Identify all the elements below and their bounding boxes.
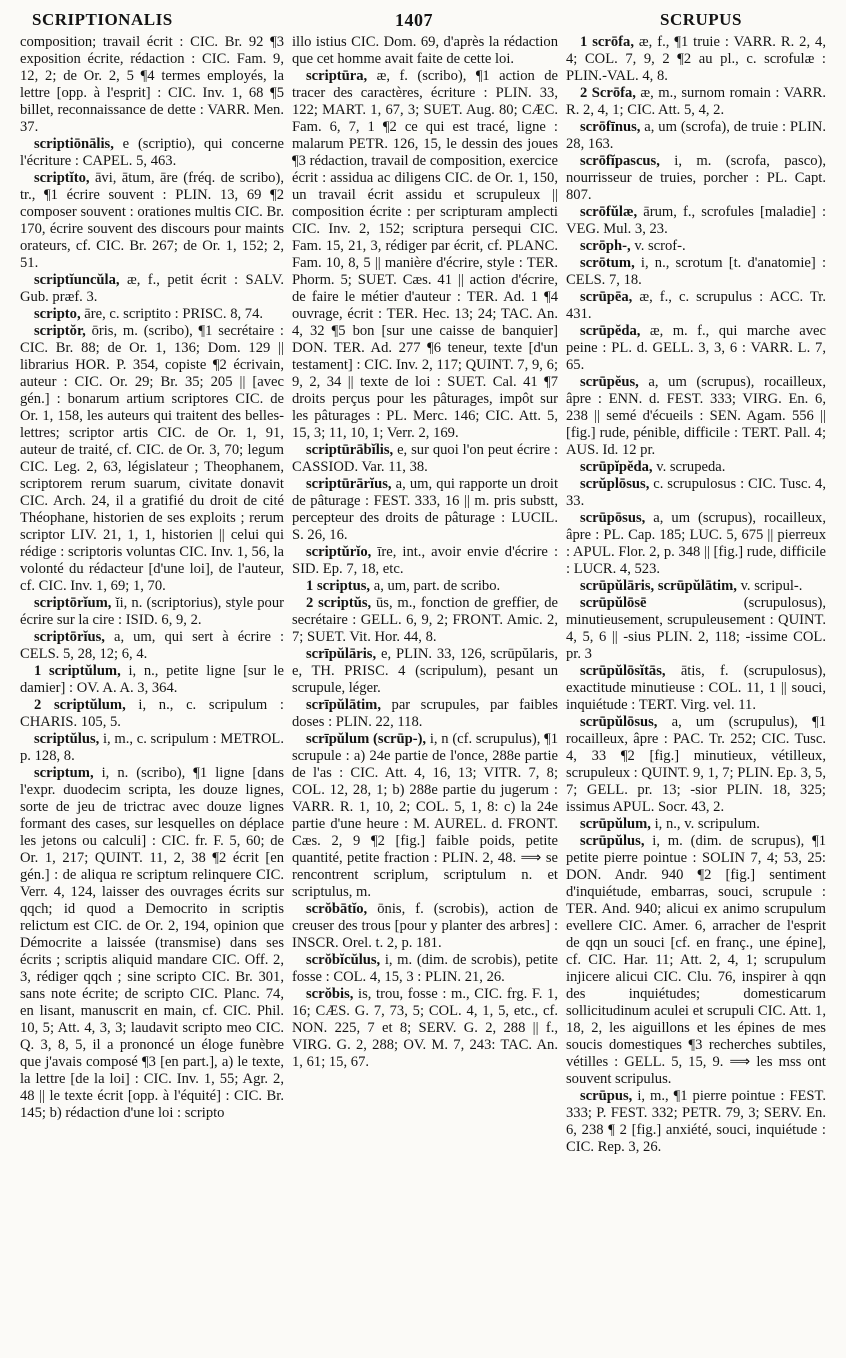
entry-definition: æ, f., petit écrit : SALV. Gub. præf. 3. <box>20 272 284 305</box>
entry-headword: scrīpŭlum (scrūp-), <box>306 731 427 747</box>
dictionary-entry <box>292 595 558 646</box>
entry-definition: e (scriptio), qui concerne l'écriture : CAPEL. 5, 463. <box>20 136 284 169</box>
entry-headword: scriptĭto, <box>34 170 90 186</box>
entry-definition: i, n., v. scripulum. <box>654 816 760 832</box>
entry-definition: i, n., petite ligne [sur le damier] : OV. A. A. 3, 364. <box>20 663 284 696</box>
entry-definition: i, n. (scribo), ¶1 ligne [dans l'expr. duodecim scripta, les douze lignes, sorte de jeu de trictrac avec douze lignes formant des cases, sur lesquelles on déplace les jetons ou calculi] : CIC. fr. F. 5, 60; de Or. 1, 217; QUINT. 11, 2, 38 ¶2 écrit [en gén.] : de aliqua re scriptum relinquere CIC. Verr. 4, 124, laisser des ouvrages écrits sur qqch; id quod a Democrito in scriptis relictum est CIC. de Or. 2, 194, opinion que Démocrite a laissée (transmise) dans ses écrits ; scriptis aliquid mandare CIC. Off. 2, 3, rédiger qqch ; sine scripto CIC. Br. 301, sans note écrite; de scripto CIC. Planc. 74, en lisant, manuscrit en main, cf. CIC. Phil. 10, 5; Att. 4, 3, 3; laudavit scripto meo CIC. Q. 3, 8, 5, il a prononcé un éloge funèbre que j'avais composé ¶3 [en part.], a) le texte, la lettre [de la loi] : CIC. Inv. 1, 55; Agr. 2, 48 || le texte écrit [opp. à l'équité] : CIC. Br. 145; b) rédaction d'une loi : scripto <box>20 765 284 1121</box>
entry-headword: scriptōrĭus, <box>34 629 105 645</box>
entry-headword: scriptiōnālis, <box>34 136 114 152</box>
entry-headword: scripto, <box>34 306 81 322</box>
column-right <box>566 34 826 1352</box>
dictionary-entry <box>292 646 558 697</box>
entry-headword: scrūpĭpĕda, <box>580 459 653 475</box>
entry-headword: scrīpŭlāris, <box>306 646 377 662</box>
dictionary-entry <box>566 1088 826 1156</box>
entry-headword: scrŏbĭcŭlus, <box>306 952 381 968</box>
entry-headword: scriptūrābĭlis, <box>306 442 394 458</box>
dictionary-entry <box>292 476 558 544</box>
dictionary-entry <box>566 85 826 119</box>
entry-headword: scrōfŭlæ, <box>580 204 638 220</box>
entry-headword: scrūpŭlum, <box>580 816 651 832</box>
dictionary-entry <box>20 765 284 1122</box>
entry-definition: e, PLIN. 33, 126, scrūpŭlaris, e, TH. PRISC. 4 (scripulum), pesant un scrupule, léger. <box>292 646 558 696</box>
dictionary-entry <box>566 459 826 476</box>
entry-headword: scrōfĭpascus, <box>580 153 660 169</box>
dictionary-entry <box>20 34 284 136</box>
entry-definition: æ, m., surnom romain : VARR. R. 2, 4, 1; CIC. Att. 5, 4, 2. <box>566 85 826 118</box>
entry-headword: scrūpŭlāris, scrūpŭlātim, <box>580 578 737 594</box>
entry-headword: scriptūra, <box>306 68 368 84</box>
dictionary-entry <box>20 136 284 170</box>
entry-definition: i, n., scrotum [t. d'anatomie] : CELS. 7, 18. <box>566 255 826 288</box>
entry-definition: i, m., c. scripulum : METROL. p. 128, 8. <box>20 731 284 764</box>
dictionary-entry <box>566 578 826 595</box>
dictionary-entry <box>566 476 826 510</box>
column-left <box>20 34 284 1352</box>
dictionary-entry <box>292 697 558 731</box>
entry-definition: v. scripul-. <box>740 578 803 594</box>
entry-headword: scriptūrārĭus, <box>306 476 392 492</box>
dictionary-entry <box>292 442 558 476</box>
entry-definition: a, um (scrupus), rocailleux, âpre : ENN. d. FEST. 333; VIRG. En. 6, 238 || semé d'écueils : SEN. Agam. 556 || [fig.] rude, pénible, difficile : TERT. Pall. 4; AUS. Id. 12 pr. <box>566 374 826 458</box>
entry-definition: ōris, m. (scribo), ¶1 secrétaire : CIC. Br. 88; de Or. 1, 136; Dom. 129 || librarius HOR. P. 354, copiste ¶2 écrivain, auteur : CIC. Or. 29; Br. 35; 205 || [avec gén.] : bonarum artium scriptores CIC. de Or. 1, 158, les auteurs qui traitent des belles-lettres; scriptor artis CIC. de Or. 1, 91, auteur de traité, cf. CIC. de Or. 3, 70; legum CIC. Leg. 2, 63, législateur ; Theophanem, scriptorem rerum suarum, civitate donavit CIC. Arch. 24, il a gratifié du droit de cité Théophane, historien de ses exploits ; rerum scriptor LIV. 21, 1, 1, historien || celui qui rédige : scriptoris voluntas CIC. Inv. 1, 56, la volonté du rédacteur [d'une loi], de l'auteur, cf. CIC. Inv. 1, 69; 1, 70. <box>20 323 284 594</box>
entry-definition: a, um (scrofa), de truie : PLIN. 28, 163. <box>566 119 826 152</box>
entry-definition: ūs, m., fonction de greffier, de secrétaire : GELL. 6, 9, 2; FRONT. Amic. 2, 7; SUET. Vit. Hor. 44, 8. <box>292 595 558 645</box>
dictionary-entry <box>566 833 826 1088</box>
entry-headword: scrūpēa, <box>580 289 633 305</box>
entry-headword: scrŏbātĭo, <box>306 901 368 917</box>
dictionary-entry <box>20 697 284 731</box>
entry-definition: ārum, f., scrofules [maladie] : VEG. Mul. 3, 23. <box>566 204 826 237</box>
entry-definition: v. scrof-. <box>634 238 686 254</box>
entry-headword: 2 scriptŭs, <box>306 595 372 611</box>
entry-definition: i, n (cf. scrupulus), ¶1 scrupule : a) 24e partie de l'once, 288e partie de l'as : CIC. Att. 4, 16, 13; VITR. 7, 8; COL. 12, 28, 1; b) 288e partie du jugerum : VARR. R. 1, 10, 2; COL. 5, 1, 8: c) la 24e partie d'une heure : M. AUREL. d. FRONT. Cæs. 2, 9 ¶2 [fig.] faible poids, petite quantité, petite fraction : PLIN. 2, 48. ⟹ se rencontrent scriplum, scriptulum n. et scriptulus, m. <box>292 731 558 900</box>
entry-headword: scrŏbis, <box>306 986 354 1002</box>
entry-definition: (scrupulosus), minutieusement, scrupuleusement : QUINT. 4, 5, 6 || -sius PLIN. 2, 118; -issime COL. pr. 3 <box>566 595 826 662</box>
dictionary-entry <box>292 544 558 578</box>
entry-definition: v. scrupeda. <box>656 459 726 475</box>
dictionary-entry <box>20 629 284 663</box>
entry-definition: āre, c. scriptito : PRISC. 8, 74. <box>84 306 264 322</box>
dictionary-entry <box>20 323 284 595</box>
entry-headword: scrōph-, <box>580 238 631 254</box>
dictionary-entry <box>566 153 826 204</box>
entry-definition: a, um, qui rapporte un droit de pâturage : FEST. 333, 16 || m. pris substt, percepteur des droits de pâturage : LUCIL. S. 26, 16. <box>292 476 558 543</box>
entry-definition: i, m. (dim. de scrobis), petite fosse : COL. 4, 15, 3 : PLIN. 21, 26. <box>292 952 558 985</box>
entry-definition: i, m., ¶1 pierre pointue : FEST. 333; P. FEST. 332; PETR. 79, 3; SERV. En. 6, 238 ¶ 2 [fig.] anxiété, souci, inquiétude : CIC. Rep. 3, 26. <box>566 1088 826 1155</box>
entry-definition: a, um (scrupus), rocailleux, âpre : PL. Cap. 185; LUC. 5, 675 || pierreux : APUL. Flor. 2, p. 348 || [fig.] rude, difficile : LUCR. 4, 523. <box>566 510 826 577</box>
entry-headword: 1 scrōfa, <box>580 34 634 50</box>
dictionary-entry <box>566 374 826 459</box>
entry-definition: illo istius CIC. Dom. 69, d'après la rédaction que cet homme avait faite de cette loi. <box>292 34 558 67</box>
entry-definition: ĭi, n. (scriptorius), style pour écrire sur la cire : ISID. 6, 9, 2. <box>20 595 284 628</box>
dictionary-entry <box>566 510 826 578</box>
entry-definition: a, um, part. de scribo. <box>373 578 501 594</box>
entry-definition: īre, int., avoir envie d'écrire : SID. Ep. 7, 18, etc. <box>292 544 558 577</box>
dictionary-entry <box>20 731 284 765</box>
dictionary-entry <box>292 578 558 595</box>
dictionary-entry <box>566 323 826 374</box>
entry-definition: a, um (scrupulus), ¶1 rocailleux, âpre : PAC. Tr. 252; CIC. Tusc. 4, 33 ¶2 [fig.] minutieux, vétilleux, scrupuleux : QUINT. 9, 1, 7; PLIN. Ep. 3, 5, 7; GELL. pr. 13; -sior PLIN. 18, 325; issimus APUL. Socr. 43, 2. <box>566 714 826 815</box>
dictionary-entry <box>292 952 558 986</box>
dictionary-entry <box>566 714 826 816</box>
header-last-word: SCRUPUS <box>660 10 742 29</box>
entry-headword: scrōtum, <box>580 255 635 271</box>
entry-headword: 2 scriptŭlum, <box>34 697 126 713</box>
dictionary-entry <box>566 255 826 289</box>
dictionary-entry <box>566 119 826 153</box>
dictionary-entry <box>566 816 826 833</box>
entry-headword: scrūpŭlōsĭtās, <box>580 663 666 679</box>
entry-definition: i, m. (dim. de scrupus), ¶1 petite pierre pointue : SOLIN 7, 4; 53, 25: DON. Andr. 940 ¶2 [fig.] sentiment d'inquiétude, embarras, souci, scrupule : TER. And. 940; alicui ex animo scrupulum evellere CIC. Amer. 6, arracher de l'esprit de qqn un souci [cf. en franç., une épine], cf. CIC. Har. 11; Att. 2, 4, 1; scrupulum injicere alicui CIC. Clu. 76, inspirer à qqn des inquiétudes; domesticarum sollicitudinum aculei et scrupuli CIC. Att. 1, 18, 2, les aiguillons et les épines de mes soucis domestiques ¶3 recherches subtiles, vétilles : GELL. 5, 15, 9. ⟹ les mss ont souvent scripulus. <box>566 833 826 1087</box>
entry-definition: æ, f. (scribo), ¶1 action de tracer des caractères, écriture : PLIN. 33, 122; MART. 1, 67, 3; SUET. Aug. 80; CÆC. Fam. 6, 7, 1 ¶2 ce qui est tracé, ligne : malarum PETR. 126, 15, le dessin des joues ¶3 rédaction, travail de composition, exercice écrit : assidua ac diligens CIC. de Or. 1, 150, un travail écrit assidu et scrupuleux || composition écrite : per scripturam amplecti CIC. Inv. 2, 152; scriptura persequi CIC. Fam. 15, 21, 3, rédiger par écrit, cf. PLANC. Fam. 10, 8, 5 || manière d'écrire, style : TER. Phorm. 5; SUET. Cæs. 41 || action d'écrire, de faire le métier d'auteur : TER. Ad. 1 ¶4 ouvrage, écrit : TER. Hec. 13; 24; TAC. An. 4, 32 ¶5 bon [sur une caisse de banquier] DON. TER. Ad. 277 ¶6 teneur, texte [d'un testament] : CIC. Inv. 2, 117; QUINT. 7, 9, 6; 9, 2, 34 || texte de loi : SUET. Cal. 41 ¶7 droits perçus pour les pâturages, impôt sur les pâturages : PL. Merc. 146; CIC. Att. 5, 15, 3; 11, 10, 1; Verr. 2, 169. <box>292 68 558 441</box>
entry-headword: scrŭplōsus, <box>580 476 650 492</box>
entry-definition: æ, f., ¶1 truie : VARR. R. 2, 4, 4; COL. 7, 9, 2 ¶2 au pl., c. scrofulæ : PLIN.-VAL. 4, 8. <box>566 34 826 84</box>
entry-headword: scrīpŭlātim, <box>306 697 381 713</box>
entry-headword: scrūpĕda, <box>580 323 641 339</box>
dictionary-entry <box>20 272 284 306</box>
entry-definition: i, n., c. scripulum : CHARIS. 105, 5. <box>20 697 284 730</box>
entry-headword: scrōfīnus, <box>580 119 641 135</box>
entry-definition: is, trou, fosse : m., CIC. frg. F. 1, 16; CÆS. G. 7, 73, 5; COL. 4, 1, 5, etc., cf. NON. 225, 7 et 8; SERV. G. 2, 288 || f., VIRG. G. 2, 288; OV. M. 7, 243: TAC. An. 1, 61; 15, 67. <box>292 986 558 1070</box>
entry-headword: scriptŭrĭo, <box>306 544 372 560</box>
dictionary-entry <box>566 663 826 714</box>
entry-headword: scrūpōsus, <box>580 510 646 526</box>
entry-headword: scrūpŭlōsus, <box>580 714 658 730</box>
header-first-word: SCRIPTIONALIS <box>32 10 173 29</box>
dictionary-entry <box>292 68 558 442</box>
entry-headword: scriptŏr, <box>34 323 86 339</box>
entry-definition: i, m. (scrofa, pasco), nourrisseur de truies, porcher : PL. Capt. 807. <box>566 153 826 203</box>
page-number: 1407 <box>395 10 433 30</box>
dictionary-entry <box>292 731 558 901</box>
dictionary-entry <box>20 306 284 323</box>
dictionary-entry <box>292 34 558 68</box>
entry-definition: æ, m. f., qui marche avec peine : PL. d. GELL. 3, 3, 6 : VARR. L. 7, 65. <box>566 323 826 373</box>
entry-headword: scriptum, <box>34 765 94 781</box>
dictionary-entry <box>20 663 284 697</box>
dictionary-entry <box>566 34 826 85</box>
entry-definition: āvi, ātum, āre (fréq. de scribo), tr., ¶1 écrire souvent : PLIN. 13, 69 ¶2 composer souvent : orationes multis CIC. Br. 170, écrire souvent des discours pour maints orateurs, cf. CIC. Br. 267; de Or. 1, 152; 2, 51. <box>20 170 284 271</box>
entry-definition: ātis, f. (scrupulosus), exactitude minutieuse : COL. 11, 1 || souci, inquiétude : TERT. Virg. vel. 11. <box>566 663 826 713</box>
entry-headword: scriptĭuncŭla, <box>34 272 120 288</box>
dictionary-entry <box>566 289 826 323</box>
entry-definition: composition; travail écrit : CIC. Br. 92 ¶3 exposition écrite, rédaction : CIC. Fam. 9, 12, 2; de Or. 2, 5 ¶4 termes employés, la lettre [opp. à l'esprit] : CIC. Inv. 1, 68 ¶5 billet, reconnaissance de dette : VARR. Men. 37. <box>20 34 284 135</box>
column-middle <box>292 34 558 1352</box>
entry-definition: ōnis, f. (scrobis), action de creuser des trous [pour y planter des arbres] : INSCR. Orel. t. 2, p. 181. <box>292 901 558 951</box>
entry-headword: 2 Scrōfa, <box>580 85 636 101</box>
dictionary-entry <box>20 170 284 272</box>
entry-headword: 1 scriptŭlum, <box>34 663 121 679</box>
dictionary-entry <box>292 901 558 952</box>
dictionary-entry <box>566 595 826 663</box>
entry-headword: scrūpus, <box>580 1088 633 1104</box>
entry-definition: par scrupules, par faibles doses : PLIN. 22, 118. <box>292 697 558 730</box>
entry-definition: æ, f., c. scrupulus : ACC. Tr. 431. <box>566 289 826 322</box>
entry-headword: scrūpŭlōsē <box>580 595 647 611</box>
entry-definition: a, um, qui sert à écrire : CELS. 5, 28, 12; 6, 4. <box>20 629 284 662</box>
entry-headword: scriptōrĭum, <box>34 595 112 611</box>
entry-headword: scriptŭlus, <box>34 731 100 747</box>
dictionary-entry <box>566 204 826 238</box>
entry-headword: 1 scriptus, <box>306 578 371 594</box>
dictionary-entry <box>566 238 826 255</box>
entry-headword: scrūpŭlus, <box>580 833 645 849</box>
entry-definition: e, sur quoi l'on peut écrire : CASSIOD. Var. 11, 38. <box>292 442 558 475</box>
dictionary-entry <box>20 595 284 629</box>
entry-headword: scrūpĕus, <box>580 374 639 390</box>
entry-definition: c. scrupulosus : CIC. Tusc. 4, 33. <box>566 476 826 509</box>
dictionary-entry <box>292 986 558 1071</box>
